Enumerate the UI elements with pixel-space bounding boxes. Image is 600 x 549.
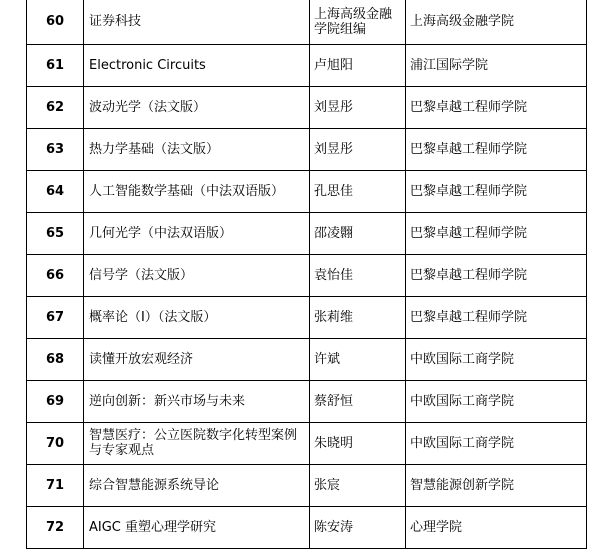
- editor-name: 邵凌翾: [310, 212, 406, 254]
- editor-name: 卢旭阳: [310, 44, 406, 86]
- book-title: 智慧医疗：公立医院数字化转型案例与专家观点: [84, 422, 310, 464]
- editor-name: 张莉维: [310, 296, 406, 338]
- row-number: 65: [27, 212, 84, 254]
- row-number: 71: [27, 464, 84, 506]
- table-row: [27, 0, 587, 44]
- table-row: [27, 128, 587, 170]
- book-title: 概率论（Ⅰ）（法文版）: [84, 296, 310, 338]
- editor-name: 袁怡佳: [310, 254, 406, 296]
- row-number: 60: [27, 0, 84, 44]
- book-title: 人工智能数学基础（中法双语版）: [84, 170, 310, 212]
- book-title: 信号学（法文版）: [84, 254, 310, 296]
- row-number: 70: [27, 422, 84, 464]
- publisher-name: 浦江国际学院: [406, 44, 587, 86]
- table-body: [27, 0, 587, 548]
- table-row: [27, 380, 587, 422]
- editor-name: 朱晓明: [310, 422, 406, 464]
- row-number: 64: [27, 170, 84, 212]
- editor-name: 孔思佳: [310, 170, 406, 212]
- publisher-name: 巴黎卓越工程师学院: [406, 86, 587, 128]
- table-row: [27, 464, 587, 506]
- editor-name: 张宸: [310, 464, 406, 506]
- table-row: [27, 44, 587, 86]
- publisher-name: 上海高级金融学院: [406, 0, 587, 44]
- publisher-name: 心理学院: [406, 506, 587, 548]
- row-number: 67: [27, 296, 84, 338]
- row-number: 68: [27, 338, 84, 380]
- book-title: 逆向创新：新兴市场与未来: [84, 380, 310, 422]
- publisher-name: 智慧能源创新学院: [406, 464, 587, 506]
- publisher-name: 巴黎卓越工程师学院: [406, 128, 587, 170]
- table-row: [27, 338, 587, 380]
- table-row: [27, 422, 587, 464]
- book-title: 证券科技: [84, 0, 310, 44]
- publisher-name: 巴黎卓越工程师学院: [406, 170, 587, 212]
- table-row: [27, 86, 587, 128]
- publisher-name: 巴黎卓越工程师学院: [406, 296, 587, 338]
- book-title: 读懂开放宏观经济: [84, 338, 310, 380]
- row-number: 61: [27, 44, 84, 86]
- publisher-name: 巴黎卓越工程师学院: [406, 254, 587, 296]
- editor-name: 陈安涛: [310, 506, 406, 548]
- row-number: 72: [27, 506, 84, 548]
- publisher-name: 中欧国际工商学院: [406, 338, 587, 380]
- book-title: 波动光学（法文版）: [84, 86, 310, 128]
- editor-name: 刘昱彤: [310, 86, 406, 128]
- publisher-name: 中欧国际工商学院: [406, 380, 587, 422]
- publisher-name: 巴黎卓越工程师学院: [406, 212, 587, 254]
- row-number: 69: [27, 380, 84, 422]
- editor-name: 刘昱彤: [310, 128, 406, 170]
- book-title: 热力学基础（法文版）: [84, 128, 310, 170]
- book-title: 综合智慧能源系统导论: [84, 464, 310, 506]
- editor-name: 上海高级金融学院组编: [310, 0, 406, 44]
- table-row: [27, 506, 587, 548]
- table-row: [27, 212, 587, 254]
- row-number: 62: [27, 86, 84, 128]
- editor-name: 蔡舒恒: [310, 380, 406, 422]
- editor-name: 许斌: [310, 338, 406, 380]
- row-number: 63: [27, 128, 84, 170]
- table-row: [27, 170, 587, 212]
- course-table: [26, 0, 587, 549]
- book-title: Electronic Circuits: [84, 44, 310, 86]
- row-number: 66: [27, 254, 84, 296]
- book-title: AIGC 重塑心理学研究: [84, 506, 310, 548]
- publisher-name: 中欧国际工商学院: [406, 422, 587, 464]
- table-row: [27, 296, 587, 338]
- book-title: 几何光学（中法双语版）: [84, 212, 310, 254]
- table-row: [27, 254, 587, 296]
